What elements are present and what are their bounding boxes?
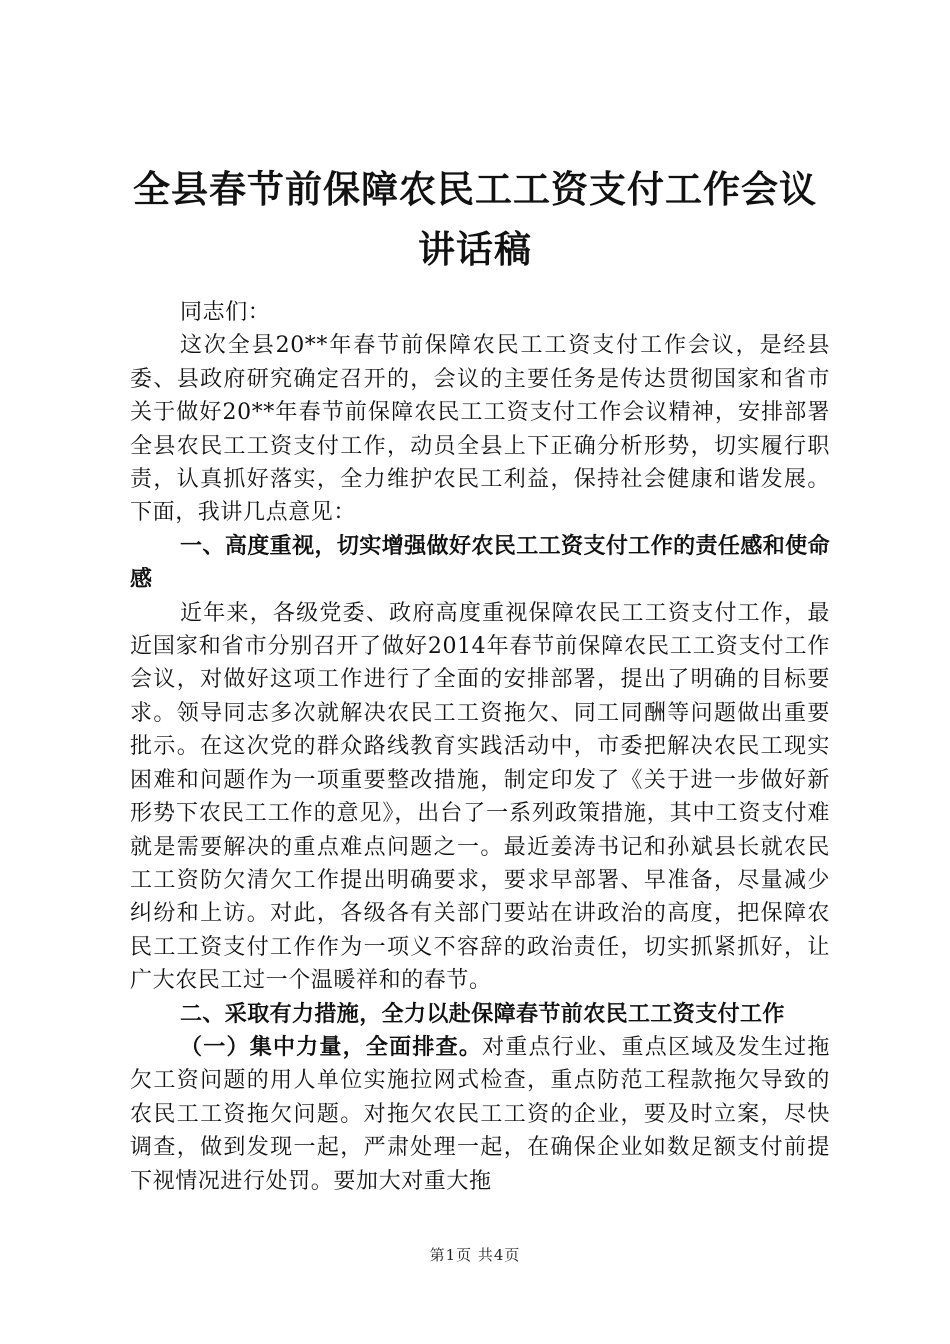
intro-paragraph: 这次全县20**年春节前保障农民工工资支付工作会议，是经县委、县政府研究确定召开的，会议的主要任务是传达贯彻国家和省市关于做好20**年春节前保障农民工工资支付工作会议精神，安排部署全县农民工工资支付工作，动员全县上下正确分析形势，切实履行职责，认真抓好落实，全力维护农民工利益，保持社会健康和谐发展。下面，我讲几点意见： bbox=[130, 333, 830, 526]
salutation: 同志们： bbox=[180, 300, 271, 325]
section-1-heading: 一、高度重视，切实增强做好农民工工资支付工作的责任感和使命感 bbox=[130, 533, 830, 593]
section-2-heading: 二、采取有力措施，全力以赴保障春节前农民工工资支付工作 bbox=[180, 1001, 785, 1027]
page-footer: 第1页 共4页 bbox=[429, 1246, 521, 1264]
subsection-1-text: 对重点行业、重点区域及发生过拖欠工资问题的用人单位实施拉网式检查，重点防范工程款拖欠导致的农民工工资拖欠问题。对拖欠农民工工资的企业，要及时立案，尽快调查，做到发现一起，严肃处理一起，在确保企业如数足额支付前提下视情况进行处罚。要加大对重大拖 bbox=[130, 1034, 830, 1194]
section-1-paragraph: 近年来，各级党委、政府高度重视保障农民工工资支付工作，最近国家和省市分别召开了做好2014年春节前保障农民工工资支付工作会议，对做好这项工作进行了全面的安排部署，提出了明确的目标要求。领导同志多次就解决农民工工资拖欠、同工同酬等问题做出重要批示。在这次党的群众路线教育实践活动中，市委把解决农民工现实困难和问题作为一项重要整改措施，制定印发了《关于进一步做好新形势下农民工工作的意见》，出台了一系列政策措施，其中工资支付难就是需要解决的重点难点问题之一。最近姜涛书记和孙斌县长就农民工工资防欠清欠工作提出明确要求，要求早部署、早准备，尽量减少纠纷和上访。对此，各级各有关部门要站在讲政治的高度，把保障农民工工资支付工作作为一项义不容辞的政治责任，切实抓紧抓好，让广大农民工过一个温暖祥和的春节。 bbox=[130, 600, 830, 994]
document-title: 全县春节前保障农民工工资支付工作会议讲话稿 bbox=[133, 168, 817, 271]
subsection-1-lead: （一）集中力量，全面排查。 bbox=[180, 1034, 483, 1060]
document-body bbox=[130, 296, 830, 1198]
subsection-1-paragraph bbox=[130, 1031, 830, 1198]
